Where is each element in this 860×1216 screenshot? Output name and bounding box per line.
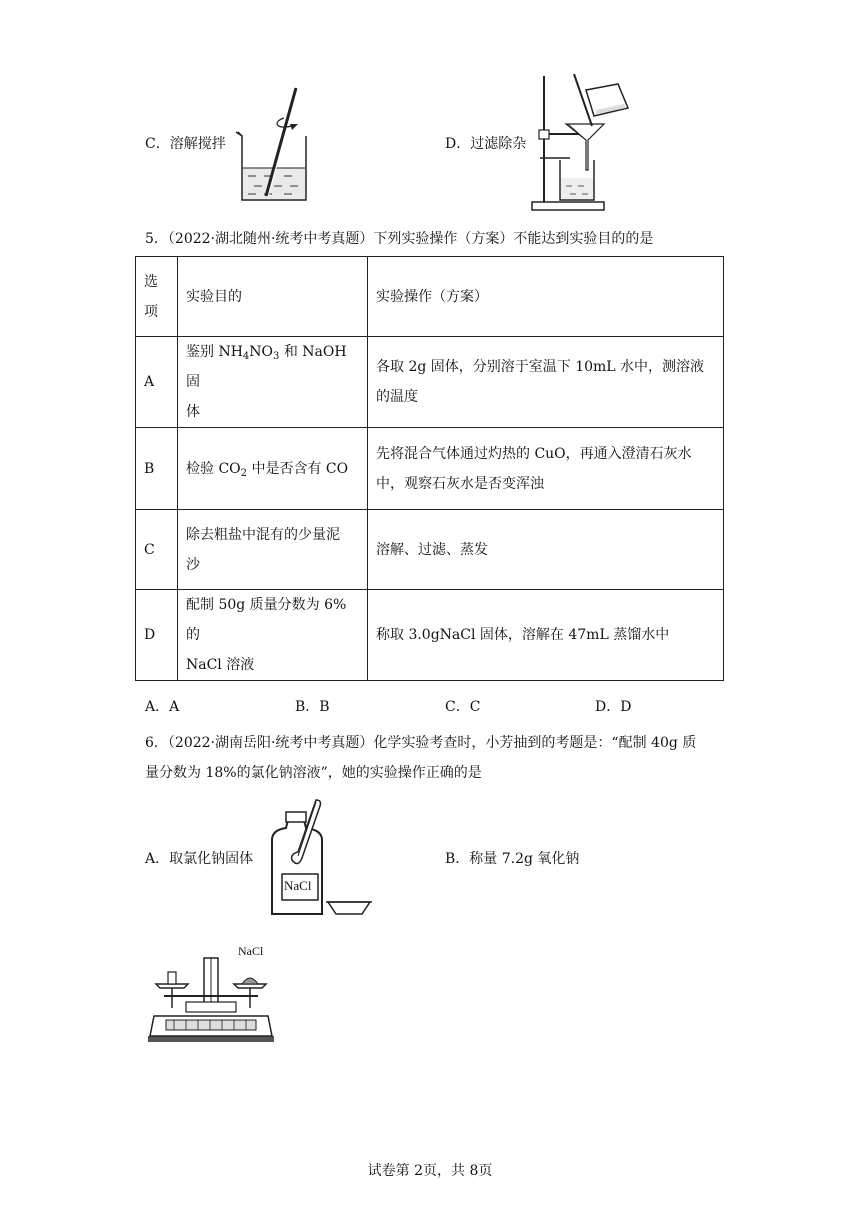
- row-operation: [368, 428, 724, 510]
- choice-b[interactable]: B．B: [295, 699, 330, 715]
- option-a-label: A．取氯化钠固体: [145, 851, 254, 867]
- goal-subscript: 2: [240, 467, 248, 479]
- table-row: [136, 337, 724, 428]
- question-5-stem: 5．（2022·湖北随州·统考中考真题）下列实验操作（方案）不能达到实验目的的是: [145, 231, 654, 247]
- goal-text: 中是否含有 CO: [247, 460, 349, 477]
- row-goal-line2: 沙: [186, 556, 200, 573]
- row-option: B: [136, 428, 178, 510]
- row-goal-line2: 体: [186, 404, 200, 420]
- header-option-line1: 选: [144, 273, 158, 290]
- option-c-label: C．溶解搅拌: [145, 136, 226, 152]
- row-goal-line1: [186, 337, 359, 397]
- question-6-stem-line2: 量分数为 18%的氯化钠溶液”，她的实验操作正确的是: [145, 765, 482, 781]
- goal-text: 检验 CO: [186, 460, 241, 477]
- goal-text: 鉴别 NH: [186, 344, 243, 360]
- row-operation: 称取 3.0gNaCl 固体，溶解在 47mL 蒸馏水中: [368, 590, 724, 681]
- table-row: [136, 510, 724, 590]
- choice-a[interactable]: A．A: [145, 699, 180, 715]
- balance-drawing: [146, 944, 276, 1044]
- table-header-row: [136, 257, 724, 337]
- row-goal: [178, 428, 368, 510]
- row-operation-line2: 的温度: [376, 389, 418, 405]
- header-option: [136, 257, 178, 337]
- balance-label: NaCl: [238, 944, 264, 958]
- option-b-label: B．称量 7.2g 氧化钠: [445, 851, 580, 867]
- row-operation: 溶解、过滤、蒸发: [368, 510, 724, 590]
- table-row: [136, 590, 724, 681]
- balance-figure: [146, 944, 276, 1044]
- goal-text: NO: [249, 344, 274, 360]
- filtration-apparatus-figure: [530, 74, 634, 214]
- row-goal: [178, 590, 368, 681]
- question-6-stem-line1: 6．（2022·湖南岳阳·统考中考真题）化学实验考查时，小芳抽到的考题是：“配制 40g 质: [145, 735, 697, 751]
- reagent-bottle-figure: [268, 798, 380, 918]
- goal-subscript: 4: [242, 351, 250, 362]
- bottle-label: NaCl: [284, 878, 312, 893]
- row-operation-line1: 各取 2g 固体，分别溶于室温下 10mL 水中，测溶液: [376, 359, 705, 375]
- row-option: A: [136, 337, 178, 428]
- row-goal: [178, 337, 368, 428]
- goal-text: 和 NaOH 固: [186, 344, 347, 390]
- row-goal-line1: 配制 50g 质量分数为 6%的: [186, 597, 347, 643]
- row-operation-line2: 中，观察石灰水是否变浑浊: [376, 475, 544, 492]
- page-footer: 试卷第 2页，共 8页: [367, 1163, 493, 1179]
- experiment-table: [135, 256, 724, 681]
- table-row: [136, 428, 724, 510]
- header-option-line2: 项: [144, 303, 158, 320]
- header-operation: 实验操作（方案）: [368, 257, 724, 337]
- goal-subscript: 3: [273, 351, 280, 362]
- choice-d[interactable]: D．D: [595, 699, 632, 715]
- row-option: C: [136, 510, 178, 590]
- option-d-label: D．过滤除杂: [445, 136, 527, 152]
- row-operation-line1: 先将混合气体通过灼热的 CuO，再通入澄清石灰水: [376, 445, 692, 462]
- choice-c[interactable]: C．C: [445, 699, 481, 715]
- row-option: D: [136, 590, 178, 681]
- row-goal: [178, 510, 368, 590]
- bottle-drawing: [268, 798, 380, 918]
- row-goal-line2: NaCl 溶液: [186, 657, 255, 673]
- header-goal: 实验目的: [178, 257, 368, 337]
- row-operation: [368, 337, 724, 428]
- row-goal-line1: 除去粗盐中混有的少量泥: [186, 526, 340, 543]
- beaker-stirring-figure: [232, 84, 316, 204]
